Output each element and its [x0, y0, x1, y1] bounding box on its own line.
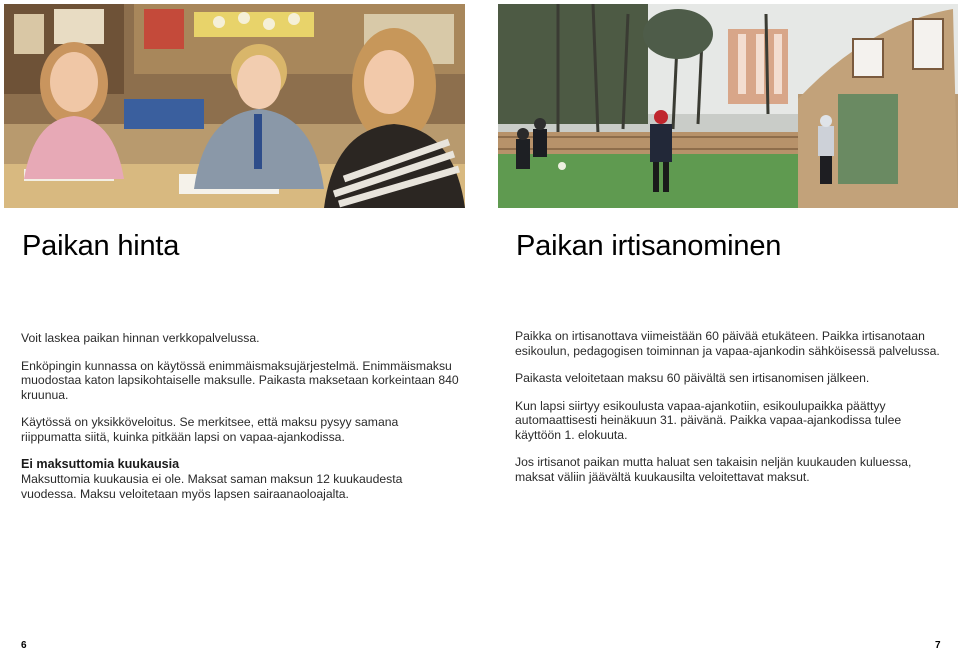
paragraph-transfer: Kun lapsi siirtyy esikoulusta vapaa-ajankotiin, esikoulupaikka päättyy automaattisesti heinäkuun 31. päivänä. Paikka vapaa-ajankodissa tulee käyttöön 1. elokuuta. [515, 398, 902, 442]
paragraph-no-free-months: Maksuttomia kuukausia ei ole. Maksat saman maksun 12 kuukaudesta vuodessa. Maksu veloitetaan myös lapsen sairaanaoloajalta. [21, 472, 403, 501]
paragraph-online-service: Voit laskea paikan hinnan verkkopalvelussa. [21, 331, 260, 345]
paragraph-notice-period: Paikka on irtisanottava viimeistään 60 päivää etukäteen. Paikka irtisanotaan esikoulun, pedagogisen toiminnan ja vapaa-ajankodin sähköisessä palvelussa. [515, 329, 940, 358]
page-number-right: 7 [935, 640, 941, 651]
page-heading-price: Paikan hinta [22, 230, 180, 262]
classroom-photo [4, 4, 465, 208]
paragraph-unit-charge: Käytössä on yksikköveloitus. Se merkitsee, että maksu pysyy samana riippumatta siitä, kuinka pitkään lapsi on vapaa-ajankodissa. [21, 415, 399, 444]
page-number-left: 6 [21, 640, 27, 651]
right-text-column [515, 329, 945, 497]
left-text-column [21, 331, 461, 514]
schoolyard-photo [498, 4, 958, 208]
page-heading-termination: Paikan irtisanominen [516, 230, 782, 262]
subheading-no-free-months: Ei maksuttomia kuukausia [21, 457, 180, 471]
paragraph-max-fee: Enköpingin kunnassa on käytössä enimmäismaksujärjestelmä. Enimmäismaksu muodostaa katon lapsikohtaiselle maksulle. Paikasta maksetaan korkeintaan 840 kruunua. [21, 358, 459, 402]
paragraph-fee-after-notice: Paikasta veloitetaan maksu 60 päivältä sen irtisanomisen jälkeen. [515, 371, 870, 385]
paragraph-rejoin: Jos irtisanot paikan mutta haluat sen takaisin neljän kuukauden kuluessa, maksat väliin jäävältä kuukausilta veloitettavat maksut. [515, 455, 912, 484]
